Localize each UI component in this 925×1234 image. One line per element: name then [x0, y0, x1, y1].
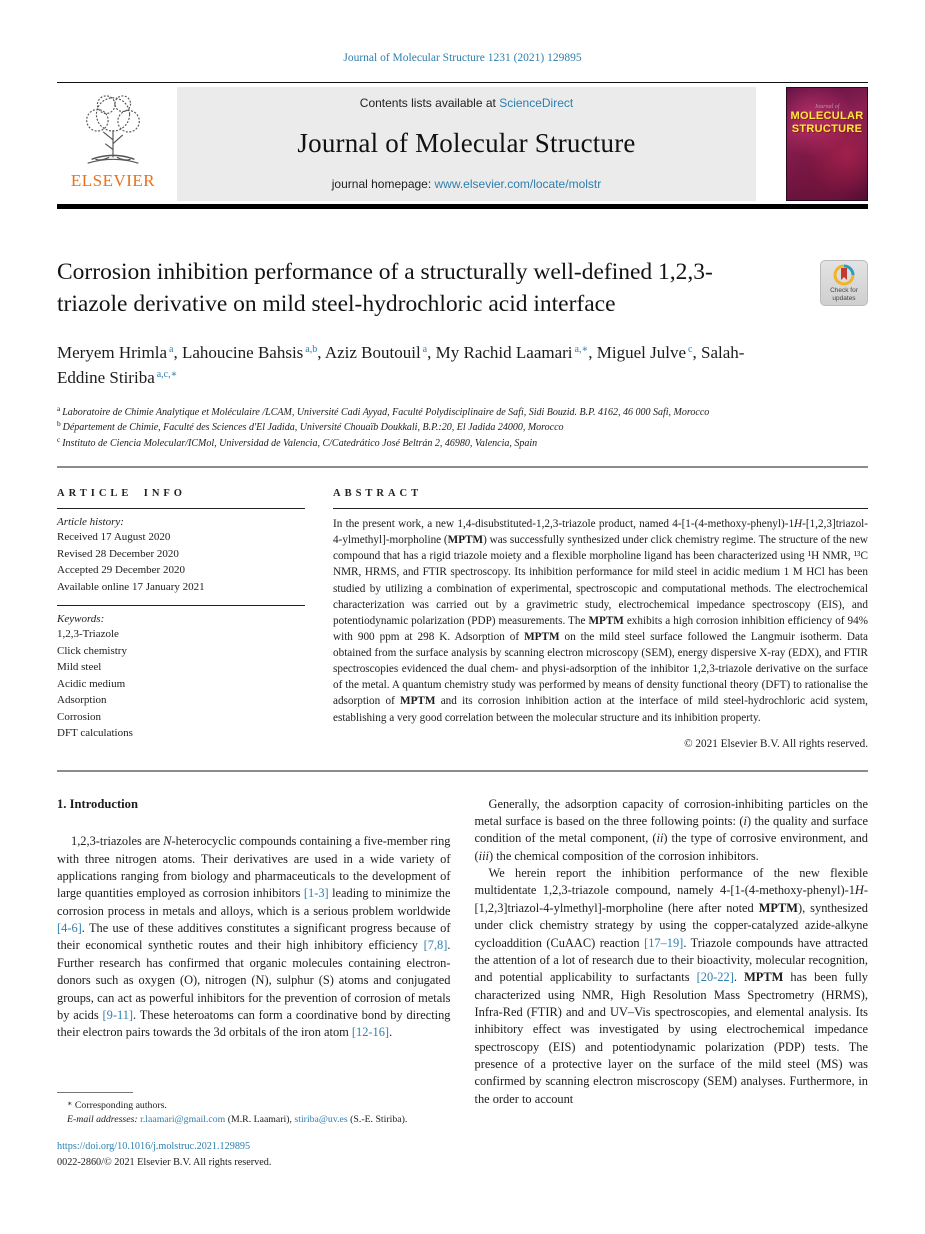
text-segment: N [163, 834, 172, 849]
text-segment: and its corrosion inhibition action at the interface of mild steel-hydrochloric acid system, establishing a very good correlation between the molecular structure and its inhibition property. [333, 695, 868, 724]
page-footer [57, 1139, 271, 1170]
text-segment: MPTM [758, 900, 798, 915]
journal-banner [177, 87, 756, 201]
check-for-updates-badge[interactable] [820, 260, 868, 306]
inline-link[interactable]: stiriba@uv.es [294, 1114, 348, 1126]
list-line: Adsorption [57, 694, 107, 707]
author-affiliation-sup: a [167, 344, 174, 356]
contents-prefix: Contents lists available at [359, 96, 500, 110]
footnote-star: ∗ [67, 1099, 73, 1109]
text-segment: MPTM [447, 534, 484, 547]
list-line: Click chemistry [57, 644, 127, 657]
sciencedirect-link[interactable]: ScienceDirect [499, 96, 574, 110]
article-history-label: Article history: [57, 516, 124, 529]
info-abstract-section [57, 488, 868, 750]
copyright-line: © 2021 Elsevier B.V. All rights reserved. [684, 737, 868, 750]
text-segment: ) the type of corrosive environment, and ( [474, 831, 869, 863]
intro-paragraph-2 [475, 796, 869, 865]
article-info-column [57, 488, 305, 750]
text-segment: MPTM [588, 614, 624, 627]
inline-link[interactable]: [7,8] [423, 938, 448, 953]
affiliation-text: Département de Chimie, Faculté des Sciences d'El Jadida, Université Chouaïb Doukkali, B.P.:20, El Jadida 24000, Morocco [62, 422, 564, 434]
introduction-heading: 1. Introduction [57, 796, 138, 811]
badge-line1: Check for [830, 286, 858, 294]
author-name: Salah-Eddine Stiriba [57, 343, 745, 387]
text-segment: has been fully characterized using NMR, High Resolution Mass Spectrometry (HRMS), Infra-Red (FTIR) and and UV–Vis spectroscopies, and elemental analysis. Its inhibitory effect was investigated by using electrochemical impedance spectroscopy (EIS) and potentiodynamic polarization (PDP) tests. The presence of a protective layer on the surface of the mild steel (MS) was confirmed by scanning electron miscroscopy (SEM) analyses. Furthermore, in the order to account [474, 970, 868, 1106]
elsevier-tree-icon [74, 89, 152, 173]
abstract-heading: ABSTRACT [333, 488, 423, 500]
inline-link[interactable]: [17–19] [644, 935, 684, 950]
text-segment: iii [478, 848, 489, 863]
paper-title: Corrosion inhibition performance of a structurally well-defined 1,2,3-triazole derivative on mild steel-hydrochloric acid interface [57, 258, 713, 317]
badge-label [830, 287, 858, 303]
text-segment: E-mail addresses: [67, 1114, 141, 1126]
list-line: Available online 17 January 2021 [57, 580, 205, 593]
homepage-line [332, 177, 601, 191]
cover-subtitle: Journal of [814, 104, 840, 110]
intro-paragraph-1 [57, 833, 451, 1041]
text-segment: 1,2,3-triazoles are [71, 834, 164, 849]
text-segment: . Triazole compounds have attracted the attention of a lot of research due to their bioactivity, molecular recognition, and potential applicability to surfactants [474, 935, 868, 985]
list-line: DFT calculations [57, 727, 133, 740]
author-affiliation-sup: a,c,∗ [154, 368, 178, 380]
inline-link[interactable]: [4-6] [57, 921, 82, 936]
text-segment: MPTM [524, 630, 560, 643]
top-rule [57, 82, 868, 83]
abstract-column [333, 488, 868, 750]
badge-line2: updates [832, 294, 856, 302]
affiliation-text: Laboratoire de Chimie Analytique et Moléculaire /LCAM, Université Cadi Ayyad, Faculté Polydisciplinaire de Safi, Sidi Bouzid. B.P. 4162, 46 000 Safi, Morocco [62, 406, 710, 418]
author-affiliation-sup: a,b [303, 344, 318, 356]
inline-link[interactable]: [1-3] [303, 886, 329, 901]
list-line: Mild steel [57, 661, 102, 674]
text-segment: ) the quality and surface condition of the metal component, ( [474, 814, 868, 846]
header-rule [57, 204, 868, 209]
author-separator: , [588, 343, 597, 363]
list-line: Received 17 August 2020 [57, 531, 171, 544]
journal-citation-link[interactable]: Journal of Molecular Structure 1231 (2021) 129895 [343, 52, 582, 64]
text-segment: ii [656, 831, 664, 846]
text-segment: MPTM [744, 970, 784, 985]
homepage-link[interactable]: www.elsevier.com/locate/molstr [434, 177, 602, 191]
affiliation-sup: c [57, 435, 63, 445]
corresponding-authors-note [57, 1098, 451, 1113]
journal-cover-thumbnail[interactable] [786, 87, 868, 201]
affiliation-list [57, 404, 868, 451]
author-name: Lahoucine Bahsis [181, 343, 304, 363]
title-row [57, 256, 868, 321]
list-line: Revised 28 December 2020 [57, 547, 179, 560]
footnote-rule [57, 1092, 133, 1093]
intro-left-column [57, 796, 451, 1128]
text-segment: exhibits a high corrosion inhibition efficiency of 94% with 900 ppm at 298 K. Adsorption of [333, 614, 869, 643]
text-segment: H [794, 518, 803, 531]
text-segment: . [389, 1025, 393, 1040]
list-line: Acidic medium [57, 677, 126, 690]
abstract-paragraph [333, 516, 868, 726]
inline-link[interactable]: [20-22] [696, 970, 734, 985]
text-segment: . [733, 970, 745, 985]
issn-copyright-line: 0022-2860/© 2021 Elsevier B.V. All rights reserved. [57, 1156, 272, 1168]
list-line: 1,2,3-Triazole [57, 628, 119, 641]
affiliation-text: Instituto de Ciencia Molecular/ICMol, Universidad de Valencia, C/Catedrático José Beltrán 2, 46980, Valencia, Spain [62, 438, 538, 450]
author-affiliation-sup: a,∗ [572, 344, 589, 356]
affiliation-line [57, 435, 868, 451]
list-line: Corrosion [57, 710, 101, 723]
author-name: Meryem Hrimla [57, 343, 167, 363]
abstract-rule [333, 508, 868, 509]
email-addresses-note [57, 1113, 451, 1127]
author-affiliation-sup: c [686, 344, 693, 356]
homepage-prefix: journal homepage: [331, 177, 435, 191]
author-name: Miguel Julve [596, 343, 687, 363]
elsevier-logo[interactable] [57, 87, 169, 201]
author-separator: , [317, 343, 325, 363]
journal-header [57, 87, 868, 201]
keywords-label: Keywords: [57, 613, 105, 626]
section-rule-bottom [57, 770, 868, 772]
text-segment: -heterocyclic compounds containing a five-member ring with three nitrogen atoms. Their derivatives are used in a wide variety of applications ranging from biology and pharmaceuticals to the development of large quantities employed as corrosion inhibitors [57, 834, 451, 901]
introduction-section [57, 796, 868, 1128]
intro-paragraph-3 [475, 865, 869, 1108]
article-info-heading: ARTICLE INFO [57, 488, 186, 500]
contents-line [360, 96, 573, 110]
intro-right-column [475, 796, 869, 1128]
text-segment: Generally, the adsorption capacity of corrosion-inhibiting particles on the metal surface is based on the three following points: ( [474, 796, 868, 828]
elsevier-wordmark: ELSEVIER [70, 171, 156, 190]
text-segment: In the present work, a new 1,4-disubstituted-1,2,3-triazole product, named 4-[1-(4-methoxy-phenyl)-1 [333, 518, 795, 531]
inline-link[interactable]: [9-11] [102, 1007, 134, 1022]
text-segment: -[1,2,3]triazol-4-ylmethyl]-morpholine (here after noted [474, 883, 868, 915]
author-separator: , [427, 343, 436, 363]
author-name: My Rachid Laamari [435, 343, 573, 363]
journal-title: Journal of Molecular Structure [297, 128, 636, 158]
text-segment: ), synthesized under click chemistry strategy by using the copper-catalyzed azide-alkyne cycloaddition (CuAAC) reaction [474, 900, 868, 950]
info-rule-2 [57, 605, 305, 606]
text-segment: H [854, 883, 864, 898]
inline-link[interactable]: r.laamari@gmail.com [140, 1114, 226, 1126]
author-separator: , [173, 343, 182, 363]
affiliation-sup: a [57, 403, 63, 413]
text-segment: -[1,2,3]triazol-4-ylmethyl]-morpholine ( [333, 518, 868, 547]
text-segment: on the mild steel surface followed the Langmuir isotherm. Data obtained from the surface analysis by scanning electron microscopy (SEM), energy dispersive X-ray (EDX), and FTIR spectroscopies evidenced the dual chem- and physi-adsorption of the inhibitor 1,2,3-triazole derivative on the surface of the metal. A quantum chemistry study was performed by means of density functional theory (DFT) to rationalise the adsorption of [333, 630, 868, 708]
article-history-lines [57, 529, 305, 595]
keywords-lines [57, 626, 305, 742]
affiliation-line [57, 419, 868, 435]
text-segment: . These heteroatoms can form a coordinative bond by directing their electron pairs towards the 3d orbitals of the iron atom [57, 1007, 451, 1040]
doi-link[interactable]: https://doi.org/10.1016/j.molstruc.2021.129895 [57, 1141, 251, 1153]
author-separator: , [692, 343, 701, 363]
author-list [57, 341, 777, 390]
cover-title-1: MOLECULAR [790, 110, 864, 122]
text-segment: (S.-E. Stiriba). [347, 1114, 408, 1126]
text-segment: ) was successfully synthesized under click chemistry regime. The structure of the new compound that has a rigid triazole moiety and a flexible morpholine ligand has been characterized using ¹H NMR, ¹³C NMR, HRMS, and FTIR spectroscopy. Its inhibition performance for mild steel in acidic medium 1 M HCl has been studied by utilizing a combination of experimental, spectroscopic and computational methods. The electrochemical characterization was carried out by a gravimetric study, electrochemical impedance spectroscopy (EIS), and potentiodynamic polarization (PDP) measurements. The [333, 534, 868, 627]
check-for-updates-icon [832, 263, 856, 287]
text-segment: . Further research has confirmed that organic molecules containing electron-donors such as oxygen (O), nitrogen (N), sulphur (S) atoms and conjugated groups, can act as powerful inhibitors for the prevention of corrosion of metals by acids [57, 938, 451, 1022]
text-segment: leading to minimize the corrosion process in metals and alloys, which is a serious problem worldwide [57, 886, 451, 918]
author-affiliation-sup: a [420, 344, 428, 356]
footnote-line1: Corresponding authors. [74, 1100, 167, 1112]
text-segment: (M.R. Laamari), [225, 1114, 295, 1126]
footnote [57, 1092, 451, 1127]
author-name: Aziz Boutouil [324, 343, 421, 363]
text-segment: We herein report the inhibition performance of the new flexible multidentate 1,2,3-triazole compound, namely 4-[1-(4-methoxy-phenyl)-1 [474, 866, 868, 898]
inline-link[interactable]: [12-16] [351, 1025, 390, 1040]
section-rule-top [57, 466, 868, 468]
text-segment: . The use of these additives constitutes a significant progress because of their economical synthetic routes and their high inhibitory efficiency [57, 921, 451, 953]
text-segment: MPTM [400, 695, 436, 708]
text-segment: ) the chemical composition of the corrosion inhibitors. [488, 848, 759, 863]
affiliation-sup: b [57, 419, 63, 429]
cover-title-2: STRUCTURE [791, 122, 863, 135]
list-line: Accepted 29 December 2020 [57, 564, 185, 577]
affiliation-line [57, 404, 868, 420]
info-rule-1 [57, 508, 305, 509]
text-segment: i [743, 814, 747, 828]
